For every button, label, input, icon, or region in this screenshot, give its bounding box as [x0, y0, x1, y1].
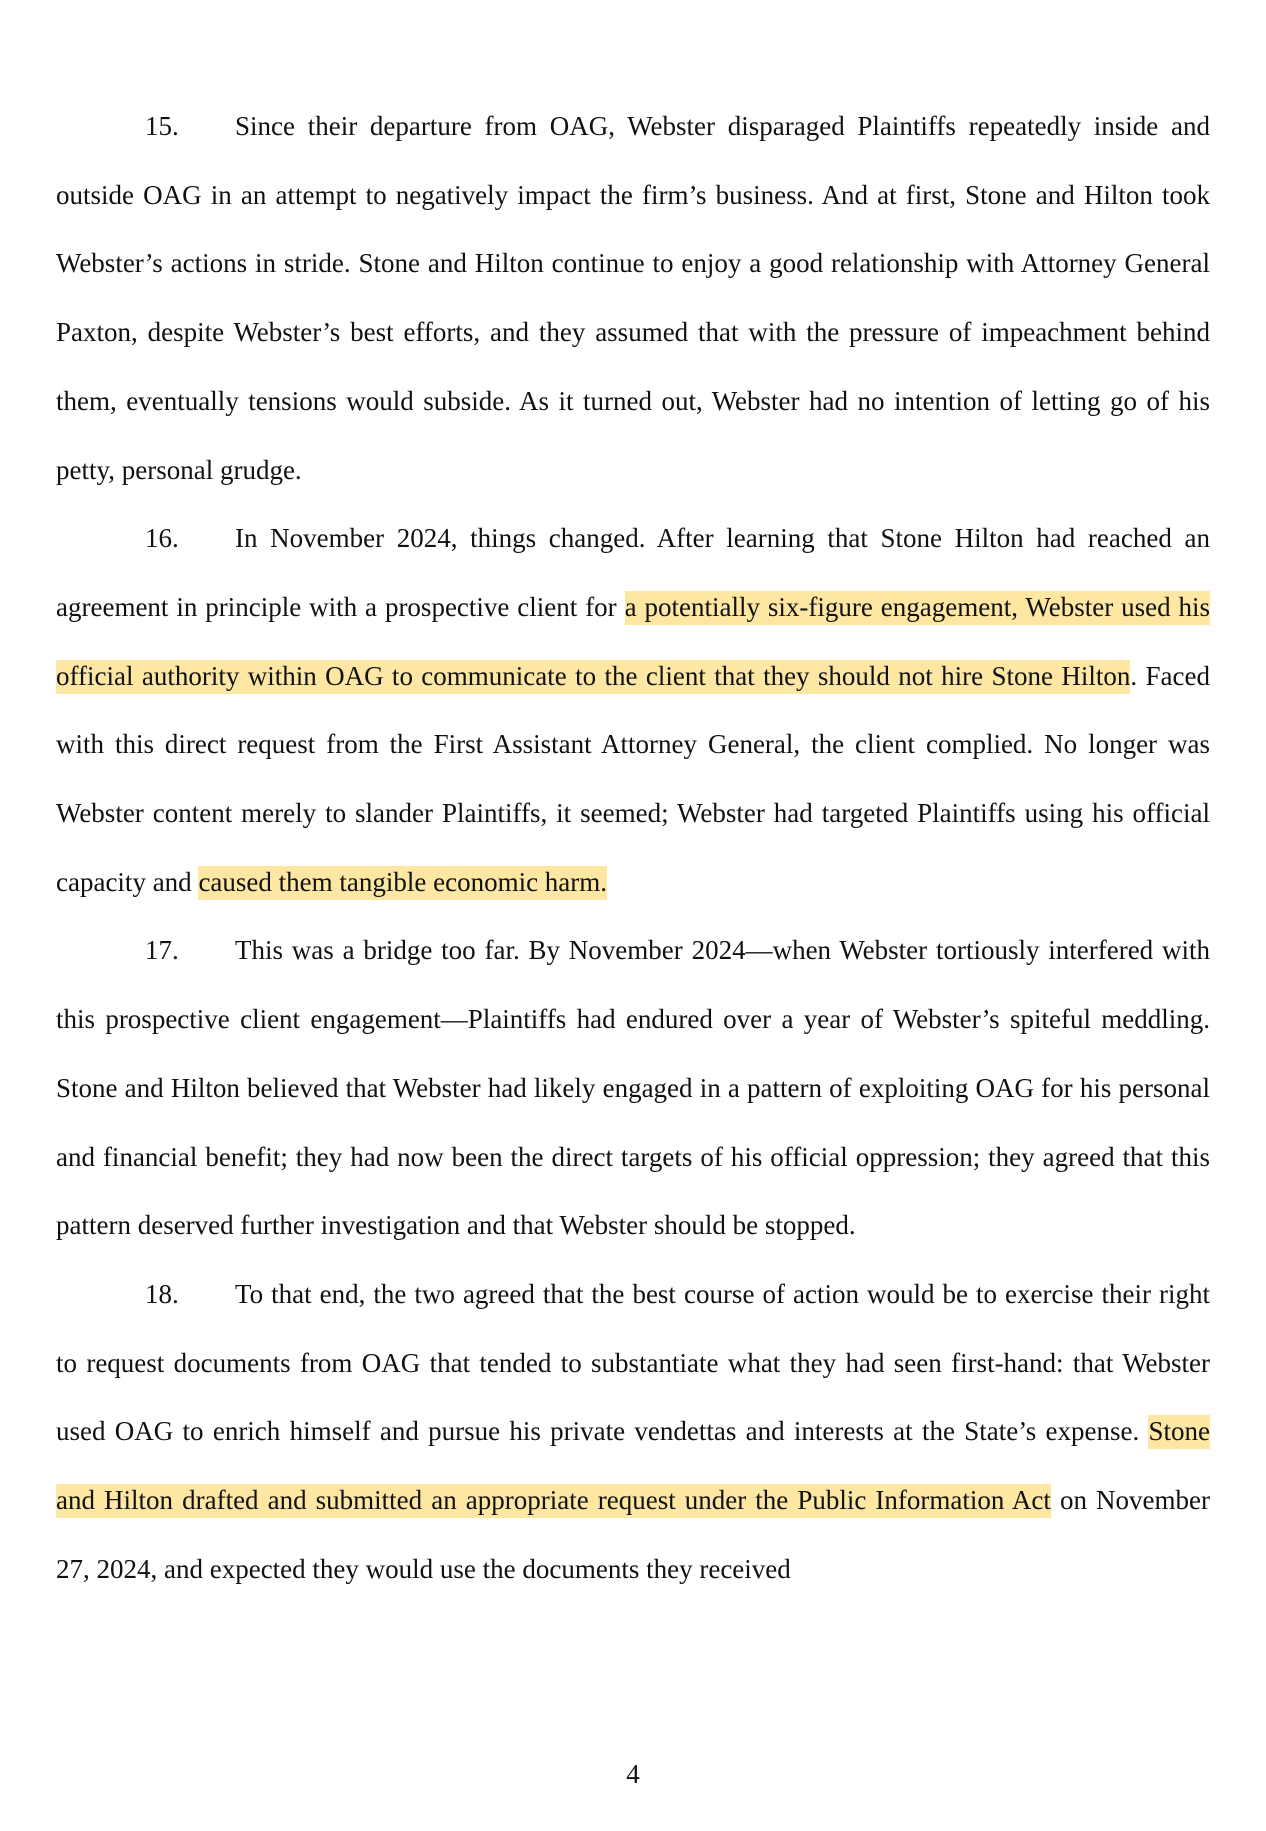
paragraph-text: Since their departure from OAG, Webster disparaged Plaintiffs repeatedly inside and outside OAG in an attempt to negatively impact the firm’s business. And at first, Stone and Hilton took Webster’s actions in stride. Stone and Hilton continue to enjoy a good relationship with Attorney General Paxton, despite Webster’s best efforts, and they assumed that with the pressure of impeachment behind them, eventually tensions would subside. As it turned out, Webster had no intention of letting go of his petty, personal grudge.: [56, 111, 1210, 485]
paragraph-16: [56, 504, 1210, 916]
paragraph-number: 15.: [145, 111, 179, 141]
paragraph-number: 18.: [145, 1278, 179, 1309]
page-number: 4: [626, 1759, 640, 1789]
paragraph-17: [56, 916, 1210, 1260]
paragraph-18: [56, 1260, 1210, 1604]
highlighted-text: caused them tangible economic harm.: [198, 866, 607, 900]
paragraph-number: 17.: [145, 935, 179, 966]
paragraph-text: This was a bridge too far. By November 2024—when Webster tortiously interfered with this prospective client engagement—Plaintiffs had endured over a year of Webster’s spiteful meddling. Stone and Hilton believed that Webster had likely engaged in a pattern of exploiting OAG for his personal and financial benefit; they had now been the direct targets of his official oppression; they agreed that this pattern deserved further investigation and that Webster should be stopped.: [56, 935, 1210, 1241]
highlighted-text: ,: [1011, 591, 1025, 625]
highlighted-text: a potentially six-figure engagement: [625, 591, 1012, 625]
paragraph-number: 16.: [145, 523, 179, 554]
paragraph-text: . Faced with this direct request from the First Assistant Attorney General, the client complied. No longer was Webster content merely to slander Plaintiffs, it seemed; Webster had targeted Plaintiffs using his official capacity and: [56, 660, 1210, 897]
paragraph-text: In November 2024, things changed. After learning that Stone Hilton had reached an agreement in principle with a prospective client for: [56, 523, 1210, 622]
paragraph-text: on November 27, 2024, and expected they would use the documents they received: [56, 1485, 1210, 1584]
paragraph-text: To that end, the two agreed that the best course of action would be to exercise their right to request documents from OAG that tended to substantiate what they had seen first-hand: that Webster used OAG to enrich himself and pursue his private vendettas and interests at the State’s expense.: [56, 1278, 1210, 1447]
highlighted-text: Webster used his official authority within OAG to communicate to the client that they should not hire Stone Hilton: [56, 591, 1210, 694]
highlighted-text: Stone and Hilton drafted and submitted an appropriate request under the Public Information Act: [56, 1415, 1210, 1518]
document-body: [56, 92, 1210, 1603]
paragraph-15: [56, 92, 1210, 504]
